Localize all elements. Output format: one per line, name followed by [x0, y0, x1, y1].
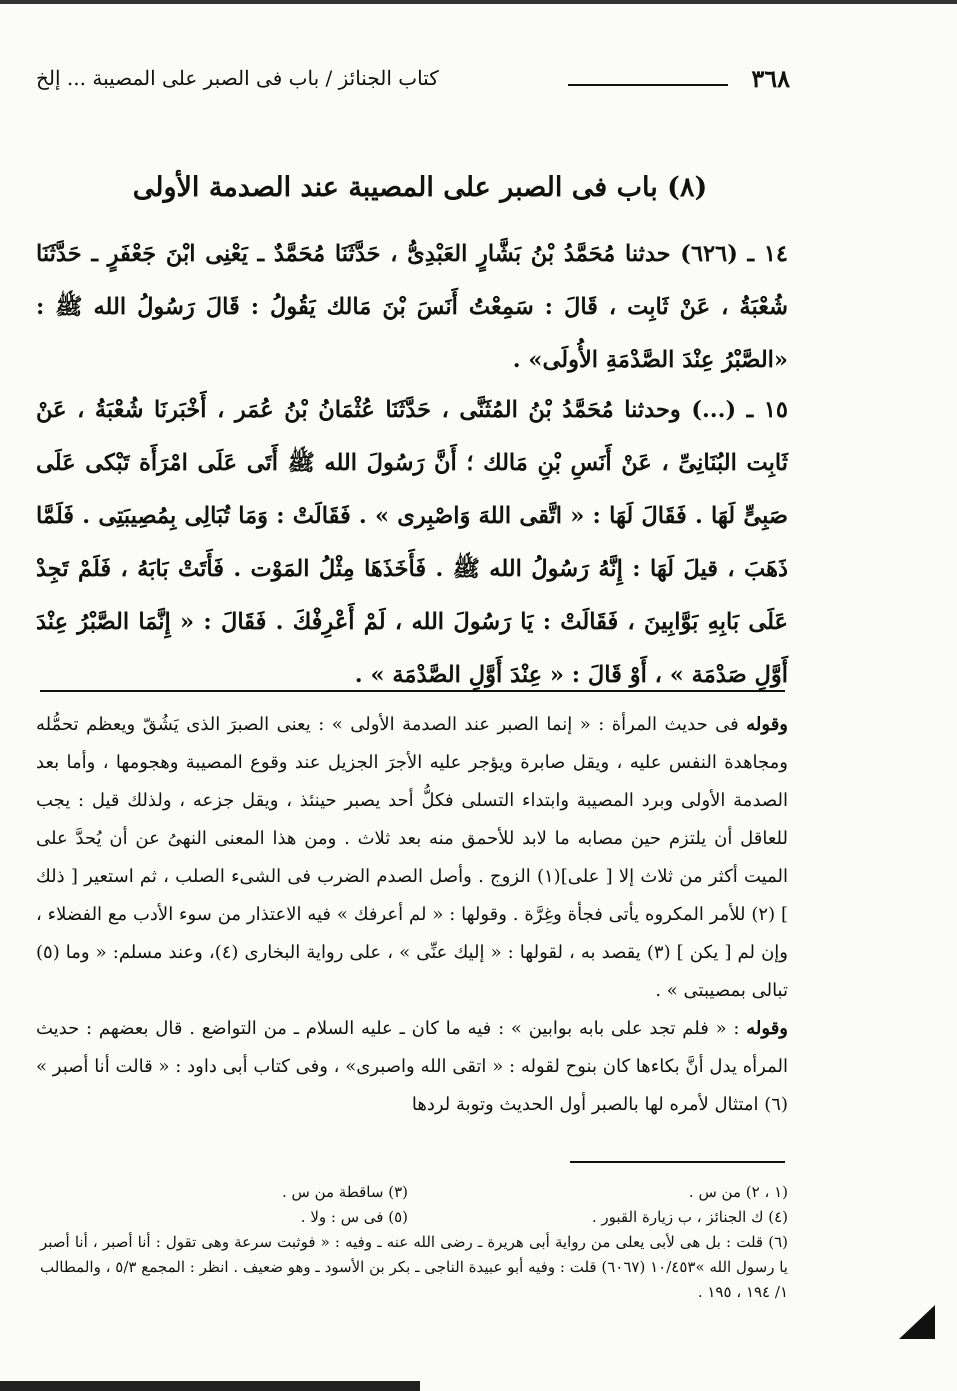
- corner-triangle-mark: [899, 1305, 935, 1339]
- commentary-text: : « فلم تجد على بابه بوابين » : فيه ما كان ـ عليه السلام ـ من التواضع . قال بعضهم : حديث المرأه يدل أنَّ بكاءها كان بنوح لقوله : « اتقى الله واصبرى» ، وفى كتاب أبى داود : « قالت أنا أصبر » (٦) امتثال لأمره لها بالصبر أول الحديث وتوبة لردها: [36, 1018, 788, 1115]
- section-divider: [40, 690, 785, 692]
- footnote-6: (٦) قلت : بل هى لأبى يعلى من رواية أبى هريرة ـ رضى الله عنه ـ وفيه : « فوثبت سرعة وهى تقول : أنا أصبر ، أنا أصبر يا رسول الله »١٠/٤٥٣ (٦٠٦٧) قلت : وفيه أبو عبيدة الناجى ـ بكر بن الأسود ـ وهو ضعيف . انظر : المجمع ٥/٣ ، والمطالب ١/ ١٩٤ ، ١٩٥ .: [40, 1233, 788, 1301]
- page-number: ٣٦٨: [751, 64, 790, 93]
- scan-edge-bottom: [0, 1381, 420, 1391]
- hadith-15: ١٥ ـ (...) وحدثنا مُحَمَّدُ بْنُ المُثَنَّى ، حَدَّثَنَا عُثْمَانُ بْنُ عُمَر ، أَخْبَرنَا شُعْبَةُ ، عَنْ ثَابِت البُنَانِىِّ ، عَنْ أَنَسِ بْنِ مَالك ؛ أَنَّ رَسُولَ الله ﷺ أَتَى عَلَى امْرَأَة تَبْكى عَلَى صَبِىٍّ لَهَا . فَقَالَ لَهَا : « اتَّقى اللهَ وَاصْبِرى » . فَقَالَتْ : وَمَا تُبَالِى بِمُصِيبَتِى . فَلَمَّا ذَهَبَ ، قيلَ لَهَا : إِنَّهُ رَسُولُ الله ﷺ . فَأَخَذَهَا مِثْلُ المَوْت . فَأَتَتْ بَابَهُ ، فَلَمْ تَجِدْ عَلَى بَابِهِ بَوَّابِينَ ، فَقَالَتْ : يَا رَسُولَ الله ، لَمْ أَعْرِفْكَ . فَقَالَ : « إِنَّمَا الصَّبْرُ عِنْدَ أَوَّلِ صَدْمَة » ، أَوْ قَالَ : « عِنْدَ أَوَّلِ الصَّدْمَة » .: [36, 397, 788, 688]
- scan-edge: [0, 0, 957, 4]
- footnote-divider: [570, 1161, 785, 1163]
- footnote-3: (٣) ساقطة من س .: [281, 1183, 408, 1201]
- header-rule: [568, 84, 728, 86]
- footnote-5: (٥) فى س : ولا .: [300, 1208, 408, 1226]
- footnote-4: (٤) ك الجنائز ، ب زيارة القبور .: [591, 1208, 788, 1226]
- commentary-text: فى حديث المرأة : « إنما الصبر عند الصدمة الأولى » : يعنى الصبرَ الذى يَشُقّ ويعظم تحمُّله ومجاهدة النفس عليه ، ويقل صابرة ويؤجر عليه الأجرَ الجزيل عند وقوع المصيبة وهجومها ، وأما بعد الصدمة الأولى وبرد المصيبة وابتداء التسلى فكلُّ أحد يصبر حينئذ ، ويقل جزعه ، ولذلك قيل : يجب للعاقل أن يلتزم حين مصابه ما لابد للأحمق منه بعد ثلاث . ومن هذا المعنى النهىُ عن أن يُحدَّ على الميت أكثر من ثلاث إلا [ على](١) الزوج . وأصل الصدم الضرب فى الشىء الصلب ، ثم استعير [ ذلك ] (٢) للأمر المكروه يأتى فجأة وغِرَّة . وقولها : « لم أعرفك » فيه الاعتذار من سوء الأدب مع الفضلاء ، وإن لم [ يكن ] (٣) يقصد به ، لقولها : « إليك عنِّى » ، على رواية البخارى (٤)، وعند مسلم: « وما (٥) تبالى بمصيبتى » .: [36, 714, 788, 1001]
- hadith-14: ١٤ ـ (٦٢٦) حدثنا مُحَمَّدُ بْنُ بَشَّارٍ العَبْدِىُّ ، حَدَّثَنَا مُحَمَّدٌ ـ يَعْنِى ابْنَ جَعْفَرٍ ـ حَدَّثَنَا شُعْبَةُ ، عَنْ ثَابِت ، قَالَ : سَمِعْتُ أَنَسَ بْنَ مَالك يَقُولُ : قَالَ رَسُولُ الله ﷺ : «الصَّبْرُ عِنْدَ الصَّدْمَةِ الأُولَى» .: [36, 241, 788, 373]
- running-title: كتاب الجنائز / باب فى الصبر على المصيبة ... إلخ: [36, 66, 439, 90]
- footnote-row: [40, 1180, 788, 1205]
- commentary-paragraph: [36, 706, 788, 1010]
- footnotes: [40, 1180, 788, 1305]
- commentary-lead: وقوله: [746, 714, 788, 735]
- footnote-row: [40, 1205, 788, 1230]
- page-header: [30, 58, 790, 98]
- chapter-title: (٨) باب فى الصبر على المصيبة عند الصدمة الأولى: [132, 172, 708, 203]
- commentary-paragraph: [36, 1010, 788, 1124]
- footnote-1-2: (١ ، ٢) من س .: [688, 1183, 788, 1201]
- commentary-lead: وقوله: [746, 1018, 788, 1039]
- commentary: [36, 706, 788, 1124]
